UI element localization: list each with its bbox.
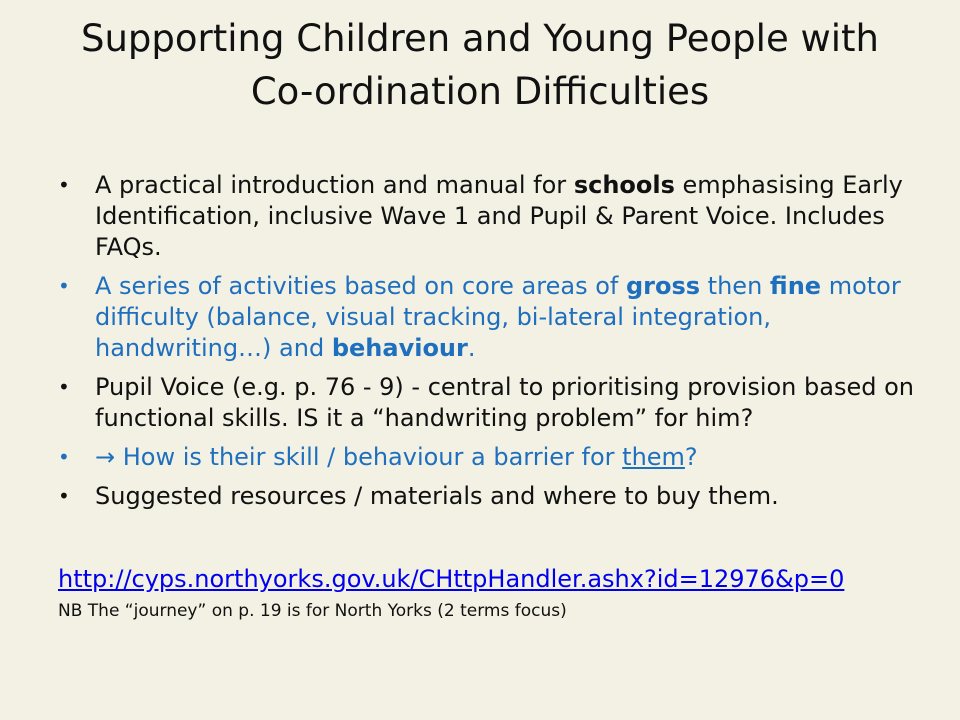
footnote: NB The “journey” on p. 19 is for North Yorks (2 terms focus)	[58, 601, 567, 621]
bullet-text: .	[467, 334, 476, 362]
bullet-dot-icon: •	[58, 173, 70, 197]
bullet-text: Pupil Voice (e.g. p. 76 - 9) - central to prioritising provision based on functional skills. IS it a “handwriting problem” for him?	[95, 373, 914, 432]
bullet-item-resources	[58, 481, 918, 512]
bullet-text: emphasising Early Identification, inclusive Wave 1 and Pupil & Parent Voice. Includes FAQs.	[95, 171, 903, 261]
bullet-item-barrier	[58, 442, 918, 473]
bullet-dot-icon: •	[58, 445, 70, 469]
bullet-list	[58, 170, 918, 520]
bullet-text: How is their skill / behaviour a barrier for	[115, 443, 623, 471]
arrow-right-icon: →	[95, 443, 116, 471]
bullet-bold-text: gross	[625, 272, 701, 300]
slide-title	[30, 12, 930, 118]
bullet-text: ?	[684, 443, 698, 471]
bullet-bold-text: schools	[573, 171, 675, 199]
bullet-bold-text: behaviour	[331, 334, 468, 362]
slide-title-line-2: Co-ordination Difficulties	[250, 70, 710, 113]
bullet-bold-text: fine	[769, 272, 822, 300]
bullet-underlined-text: them	[622, 443, 685, 471]
bullet-text: A series of activities based on core areas of	[95, 272, 626, 300]
bullet-item-pupil-voice	[58, 372, 918, 434]
bullet-text: Suggested resources / materials and where to buy them.	[95, 482, 779, 510]
bullet-dot-icon: •	[58, 274, 70, 298]
bullet-item-schools	[58, 170, 918, 263]
bullet-item-activities	[58, 271, 918, 364]
bullet-text: then	[700, 272, 770, 300]
bullet-text: A practical introduction and manual for	[95, 171, 574, 199]
bullet-dot-icon: •	[58, 484, 70, 508]
resource-link[interactable]: http://cyps.northyorks.gov.uk/CHttpHandler.ashx?id=12976&p=0	[58, 565, 845, 593]
bullet-dot-icon: •	[58, 375, 70, 399]
slide-title-line-1: Supporting Children and Young People with	[81, 17, 879, 60]
bullet-text: motor difficulty (balance, visual tracking, bi-lateral integration, handwriting…) and	[95, 272, 901, 362]
